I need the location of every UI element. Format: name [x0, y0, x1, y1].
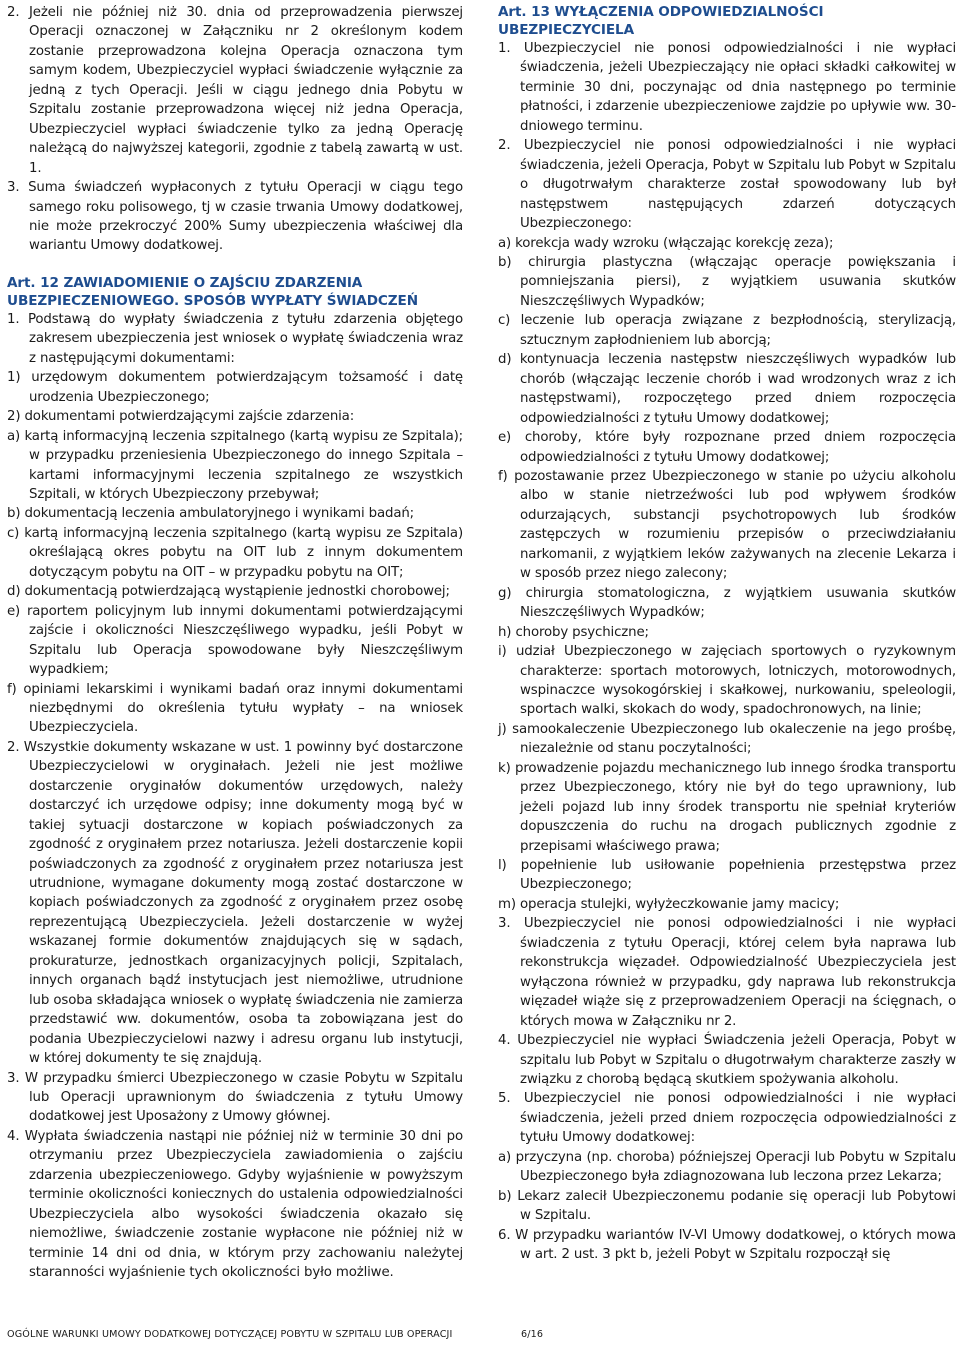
paragraph-3: 3. Suma świadczeń wypłaconych z tytułu Operacji w ciągu tego samego roku polisowego, tj w czasie trwania Umowy dodatkowej, nie może przekroczyć 200% Sumy ubezpieczenia właściwej dla wariantu Umowy dodatkowej.	[7, 180, 463, 254]
art13-par3: 3. Ubezpieczyciel nie ponosi odpowiedzialności i nie wypłaci świadczenia z tytułu Operacji, której celem była naprawa lub rekonstrukcja więzadeł. Odpowiedzialność Ubezpieczyciela jest wyłączona również w przypadku, gdy naprawa lub rekonstrukcja więzadeł wiąże się z przeprowadzeniem Operacji na ścięgnach, o których mowa w Załączniku nr 2.	[498, 916, 956, 1029]
art13-par4: 4. Ubezpieczyciel nie wypłaci Świadczenia jeżeli Operacja, Pobyt w szpitalu lub Pobyt w Szpitalu o długotrwałym charakterze zaszły w związku z chorobą będącą skutkiem spożywania alkoholu.	[498, 1033, 956, 1088]
art13-item-e: e) choroby, które były rozpoznane przed dniem rozpoczęcia odpowiedzialności z tytułu Umowy dodatkowej;	[498, 430, 956, 465]
art12-par1-item2: 2) dokumentami potwierdzającymi zajście zdarzenia:	[7, 409, 355, 425]
spacer	[7, 256, 463, 274]
page-number: 6/16	[521, 1329, 544, 1340]
art13-item-a: a) korekcja wady wzroku (włączając korekcję zeza);	[498, 235, 834, 251]
page-footer	[7, 1329, 567, 1340]
art12-item-d: d) dokumentacją potwierdzającą wystąpienie jednostki chorobowej;	[7, 584, 450, 600]
art13-item-i: i) udział Ubezpieczonego w zajęciach sportowych o ryzykownym charakterze: sportach motorowych, lotniczych, motorowodnych, wspinaczce wysokogórskiej i skałkowej, nurkowaniu, speleologii, sportach walki, skokach do wody, spadochronowych, na linie;	[498, 644, 956, 718]
art13-item-g: g) chirurgia stomatologiczna, z wyjątkiem usuwania skutków Nieszczęśliwych Wypadków;	[498, 585, 956, 621]
art13-item-k: k) prowadzenie pojazdu mechanicznego lub innego środka transportu przez Ubezpieczonego, który nie był do tego uprawniony, lub jeżeli pojazd lub inny środek transportu nie spełniał kryteriów dopuszczenia do ruchu na drogach publicznych zgodnie z przepisami właściwego prawa;	[498, 760, 956, 854]
art13-par5: 5. Ubezpieczyciel nie ponosi odpowiedzialności i nie wypłaci świadczenia, jeżeli przed dniem rozpoczęcia odpowiedzialności z tytułu Umowy dodatkowej:	[498, 1091, 956, 1146]
art12-heading-line2: UBEZPIECZENIOWEGO. SPOSÓB WYPŁATY ŚWIADCZEŃ	[7, 292, 418, 309]
art13-heading-line1: Art. 13 WYŁĄCZENIA ODPOWIEDZIALNOŚCI	[498, 4, 824, 20]
art12-par4: 4. Wypłata świadczenia nastąpi nie później niż w terminie 30 dni po otrzymaniu przez Ubezpieczyciela zawiadomienia o zajściu zdarzenia ubezpieczeniowego. Gdyby wyjaśnienie w powyższym terminie okoliczności koniecznych do ustalenia odpowiedzialności Ubezpieczyciela albo wysokości świadczenia okazało się niemożliwe, świadczenie zostanie wypłacone nie później niż w terminie 14 dni od dnia, w którym przy zachowaniu należytej staranności wyjaśnienie tych okoliczności było możliwe.	[7, 1128, 463, 1281]
art13-par5-item-b: b) Lekarz zalecił Ubezpieczonemu podanie się operacji lub Pobytowi w Szpitalu.	[498, 1188, 956, 1224]
art12-item-a: a) kartą informacyjną leczenia szpitalnego (kartą wypisu ze Szpitala); w przypadku przeniesienia Ubezpieczonego do innego Szpitala – kartami informacyjnymi leczenia szpitalnego ze wszystkich Szpitali, w których Ubezpieczony przebywał;	[7, 428, 463, 502]
art13-item-m: m) operacja stulejki, wyłyżeczkowanie jamy macicy;	[498, 896, 840, 912]
art13-heading-line2: UBEZPIECZYCIELA	[498, 22, 635, 38]
art13-item-h: h) choroby psychiczne;	[498, 624, 649, 640]
right-column	[498, 3, 956, 1265]
art13-item-c: c) leczenie lub operacja związane z bezpłodnością, sterylizacją, sztucznym zapłodnieniem lub aborcją;	[498, 313, 956, 348]
paragraph-2: 2. Jeżeli nie później niż 30. dnia od przeprowadzenia pierwszej Operacji oznaczonej w Załączniku nr 2 określonym kodem zostanie przeprowadzona kolejna Operacja oznaczona tym samym kodem, Ubezpieczyciel wypłaci świadczenie wyłącznie za jedną z tych Operacji. Jeśli w ciągu jednego dnia Pobytu w Szpitalu zostanie przeprowadzona więcej niż jedna Operacja, Ubezpieczyciel wypłaci świadczenie tylko za jedną Operację należącą do najwyższej kategorii, zgodnie z tabelą zawartą w ust. 1.	[7, 5, 463, 176]
art12-item-f: f) opiniami lekarskimi i wynikami badań oraz innymi dokumentami niezbędnymi do określenia tytułu wypłaty – na wniosek Ubezpieczyciela.	[7, 681, 463, 736]
art12-item-b: b) dokumentacją leczenia ambulatoryjnego i wynikami badań;	[7, 506, 415, 522]
footer-title: OGÓLNE WARUNKI UMOWY DODATKOWEJ DOTYCZĄCEJ POBYTU W SZPITALU LUB OPERACJI	[7, 1329, 453, 1340]
art12-par3: 3. W przypadku śmierci Ubezpieczonego w czasie Pobytu w Szpitalu lub Operacji uprawnionym do świadczenia z tytułu Umowy dodatkowej jest Uposażony z Umowy głównej.	[7, 1070, 463, 1125]
art12-heading-line1: Art. 12 ZAWIADOMIENIE O ZAJŚCIU ZDARZENIA	[7, 274, 363, 291]
art13-par5-item-a: a) przyczyna (np. choroba) późniejszej Operacji lub Pobytu w Szpitalu Ubezpieczonego była zdiagnozowana lub leczona przez Lekarza;	[498, 1149, 956, 1185]
art13-par1: 1. Ubezpieczyciel nie ponosi odpowiedzialności i nie wypłaci świadczenia, jeżeli Ubezpieczający nie opłaci składki całkowitej w terminie 30 dni, poczynając od dnia następnego po terminie płatności, i zdarzenie ubezpieczeniowe zajdzie po upływie ww. 30-dniowego terminu.	[498, 41, 956, 134]
art13-par2: 2. Ubezpieczyciel nie ponosi odpowiedzialności i nie wypłaci świadczenia, jeżeli Operacja, Pobyt w Szpitalu lub Pobyt w Szpitalu o długotrwałym charakterze został spowodowany lub był następstwem następujących zdarzeń dotyczących Ubezpieczonego:	[498, 138, 956, 232]
art13-par6: 6. W przypadku wariantów IV-VI Umowy dodatkowej, o których mowa w art. 2 ust. 3 pkt b, jeżeli Pobyt w Szpitalu rozpoczął się	[498, 1227, 956, 1263]
art13-item-l: l) popełnienie lub usiłowanie popełnienia przestępstwa przez Ubezpieczonego;	[498, 858, 956, 893]
art13-item-b: b) chirurgia plastyczna (włączając operacje powiększania i pomniejszania piersi), z wyjątkiem usuwania skutków Nieszczęśliwych Wypadków;	[498, 254, 956, 309]
art12-par1-item1: 1) urzędowym dokumentem potwierdzającym tożsamość i datę urodzenia Ubezpieczonego;	[7, 370, 463, 405]
art12-par2: 2. Wszystkie dokumenty wskazane w ust. 1 powinny być dostarczone Ubezpieczycielowi w oryginałach. Jeżeli nie jest możliwe dostarczenie oryginałów dokumentów urzędowych, należy dostarczyć ich urzędowe odpisy; inne dokumenty mogą być w takiej sytuacji dostarczone w kopiach poświadczonych za zgodność z oryginałem przez notariusza. Jeżeli dostarczenie kopii poświadczonych za zgodność z oryginałem przez notariusza jest utrudnione, wymagane dokumenty mogą zostać dostarczone w kopiach poświadczonych za zgodność z oryginałem przez osobę reprezentującą Ubezpieczyciela. Jeżeli dostarczenie w wyżej wskazanej formie dokumentów znajdujących się w sądach, prokuraturze, jednostkach organizacyjnych policji, Szpitalach, innych organach bądź instytucjach jest niemożliwe, utrudnione lub osoba składająca wniosek o wypłatę świadczenia nie zamierza przedstawić ww. dokumentów, osoba ta zobowiązana jest do podania Ubezpieczycielowi nazwy i adresu organu lub instytucji, w której dokumenty te się znajdują.	[7, 739, 463, 1067]
art13-item-j: j) samookaleczenie Ubezpieczonego lub okaleczenie na jego prośbę, niezależnie od stanu poczytalności;	[498, 721, 956, 757]
art13-item-f: f) pozostawanie przez Ubezpieczonego w stanie po użyciu alkoholu albo w stanie nietrzeźwości lub pod wpływem środków odurzających, substancji psychotropowych lub środków zastępczych w rozumieniu przepisów o przeciwdziałaniu narkomanii, z wyjątkiem leków zażywanych na zlecenie Lekarza i w sposób przez niego zalecony;	[498, 468, 956, 582]
left-column	[7, 3, 463, 1283]
art12-par1: 1. Podstawą do wypłaty świadczenia z tytułu zdarzenia objętego zakresem ubezpieczenia jest wniosek o wypłatę świadczenia wraz z następującymi dokumentami:	[7, 311, 463, 366]
art12-item-e: e) raportem policyjnym lub innymi dokumentami potwierdzającymi zajście i okoliczności Nieszczęśliwego wypadku, jeśli Pobyt w Szpitalu lub Operacja spowodowane były Nieszczęśliwym wypadkiem;	[7, 603, 463, 678]
art12-item-c: c) kartą informacyjną leczenia szpitalnego (kartą wypisu ze Szpitala) określającą okres pobytu na OIT lub z innym dokumentem dotyczącym pobytu na OIT – w przypadku pobytu na OIT;	[7, 525, 463, 580]
art13-item-d: d) kontynuacja leczenia następstw nieszczęśliwych wypadków lub chorób (włączając leczenie chorób i wad wrodzonych wraz z ich następstwami), rozpoczętego przed dniem rozpoczęcia odpowiedzialności z tytułu Umowy dodatkowej;	[498, 352, 956, 426]
